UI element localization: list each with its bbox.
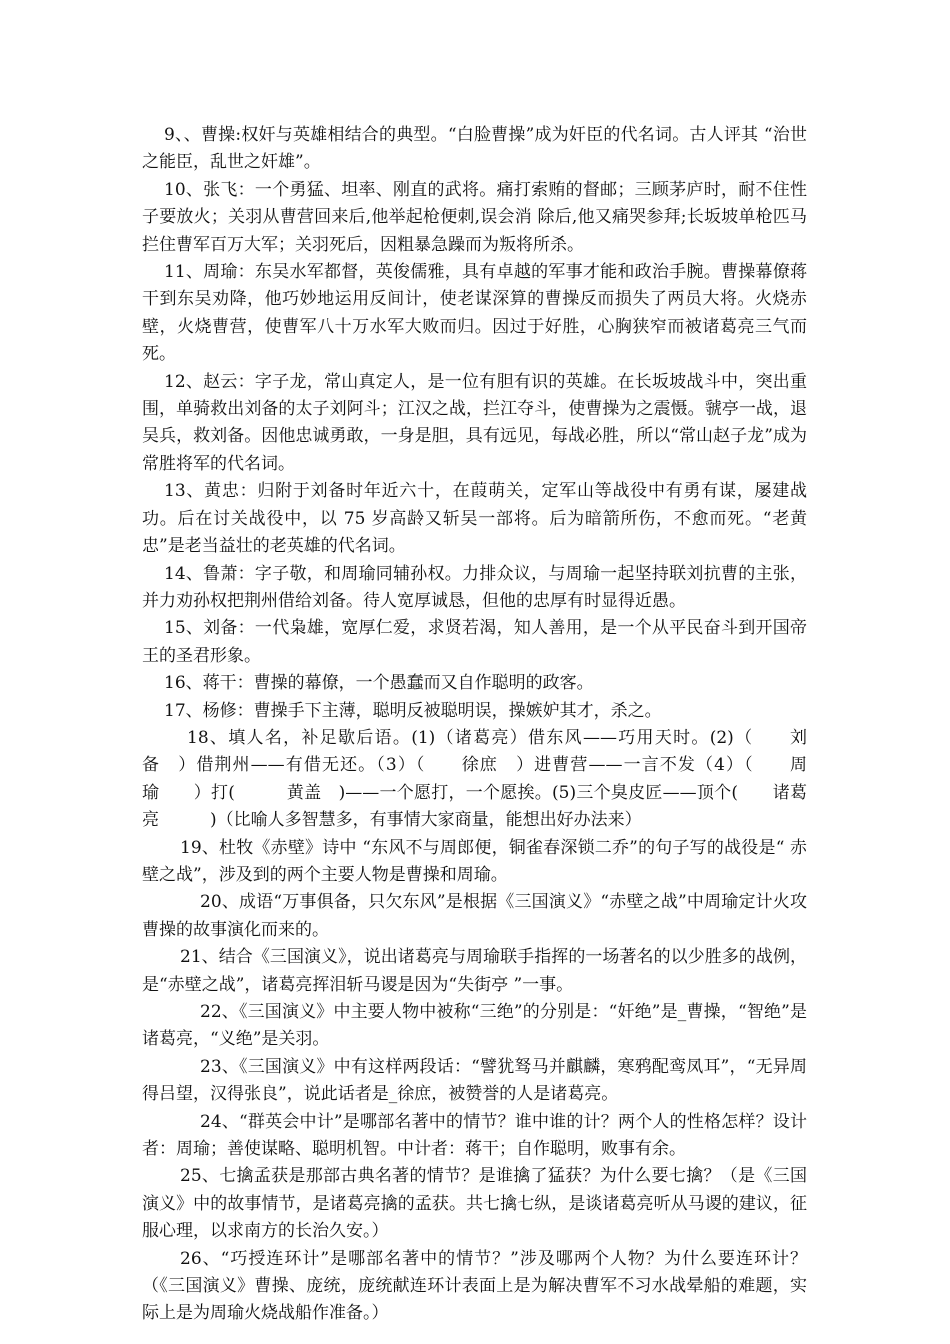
paragraph-item-18: 18、填人名，补足歇后语。(1)（诸葛亮）借东风——巧用天时。(2)（ 刘备 ）借荆州——有借无还。（3）（ 徐庶 ）进曹营——一言不发（4）（ 周瑜 ）打( 黄盖 )——一个愿打，一个愿挨。(5)三个臭皮匠——顶个( 诸葛亮 )（比喻人多智慧多，有事情大家商量，能想出好办法来） (142, 727, 807, 831)
paragraph-item-10: 10、张飞：一个勇猛、坦率、刚直的武将。痛打索贿的督邮；三顾茅庐时，耐不住性子要放火；关羽从曹营回来后,他举起枪便刺,误会消 除后,他又痛哭参拜;长坂坡单枪匹马拦住曹军百万大军；关羽死后，因粗暴急躁而为叛将所杀。 (142, 179, 807, 255)
paragraph-item-22: 22、《三国演义》中主要人物中被称“三绝”的分别是：“奸绝”是_曹操，“智绝”是诸葛亮，“义绝”是关羽。 (142, 1002, 807, 1050)
paragraph-item-20: 20、成语“万事俱备，只欠东风”是根据《三国演义》“赤壁之战”中周瑜定计火攻曹操的故事演化而来的。 (142, 892, 807, 940)
paragraph-item-25: 25、七擒孟获是那部古典名著的情节？是谁擒了猛获？为什么要七擒？（是《三国演义》中的故事情节，是诸葛亮擒的孟获。共七擒七纵，是谈诸葛亮听从马谡的建议，征服心理，以求南方的长治久安。） (142, 1166, 807, 1242)
paragraph-item-11: 11、周瑜：东吴水军都督，英俊儒雅，具有卓越的军事才能和政治手腕。曹操幕僚蒋干到东吴劝降，他巧妙地运用反间计，使老谋深算的曹操反而损失了两员大将。火烧赤壁，火烧曹营，使曹军八十万水军大败而归。因过于好胜，心胸狭窄而被诸葛亮三气而死。 (142, 262, 807, 365)
paragraph-item-14: 14、鲁萧：字子敬，和周瑜同辅孙权。力排众议，与周瑜一起坚持联刘抗曹的主张，并力劝孙权把荆州借给刘备。待人宽厚诚恳，但他的忠厚有时显得近愚。 (142, 563, 807, 611)
paragraph-item-15: 15、刘备：一代枭雄，宽厚仁爱，求贤若渴，知人善用，是一个从平民奋斗到开国帝王的圣君形象。 (142, 618, 807, 666)
document-body (142, 122, 807, 1328)
paragraph-item-24: 24、“群英会中计”是哪部名著中的情节？谁中谁的计？两个人的性格怎样？设计者：周瑜；善使谋略、聪明机智。中计者：蒋干；自作聪明，败事有余。 (142, 1111, 807, 1160)
paragraph-item-9: 9、、曹操:权奸与英雄相结合的典型。“白脸曹操”成为奸臣的代名词。古人评其 “治世之能臣，乱世之奸雄”。 (142, 125, 807, 173)
paragraph-item-13: 13、黄忠：归附于刘备时年近六十，在葭萌关，定军山等战役中有勇有谋，屡建战功。后在讨关战役中，以 75 岁高龄又斩吴一部将。后为暗箭所伤，不愈而死。“老黄忠”是老当益壮的老英雄的代名词。 (142, 481, 807, 557)
paragraph-item-26: 26、“巧授连环计”是哪部名著中的情节？”涉及哪两个人物？为什么要连环计？（《三国演义》曹操、庞统，庞统献连环计表面上是为解决曹军不习水战晕船的难题，实际上是为周瑜火烧战船作准备。） (142, 1248, 807, 1324)
paragraph-item-19: 19、杜牧《赤壁》诗中 “东风不与周郎便，铜雀春深锁二乔”的句子写的战役是“ 赤壁之战”，涉及到的两个主要人物是曹操和周瑜。 (142, 837, 807, 885)
paragraph-item-12: 12、赵云：字子龙，常山真定人，是一位有胆有识的英雄。在长坂坡战斗中，突出重围，单骑救出刘备的太子刘阿斗；江汉之战，拦江夺斗，使曹操为之震慑。虢亭一战，退吴兵，救刘备。因他忠诚勇敢，一身是胆，具有远见，每战必胜，所以“常山赵子龙”成为常胜将军的代名词。 (142, 371, 807, 474)
paragraph-item-21: 21、结合《三国演义》，说出诸葛亮与周瑜联手指挥的一场著名的以少胜多的战例，是“赤壁之战”，诸葛亮挥泪斩马谡是因为“失街亭 ”一事。 (142, 947, 807, 995)
paragraph-item-17: 17、杨修：曹操手下主薄，聪明反被聪明误，操嫉妒其才，杀之。 (164, 700, 662, 721)
paragraph-item-16: 16、蒋干：曹操的幕僚，一个愚蠢而又自作聪明的政客。 (164, 673, 594, 694)
paragraph-item-23: 23、《三国演义》中有这样两段话：“譬犹驽马并麒麟，寒鸦配鸾凤耳”，“无异周得吕望，汉得张良”，说此话者是_徐庶，被赞誉的人是诸葛亮。 (142, 1056, 807, 1105)
